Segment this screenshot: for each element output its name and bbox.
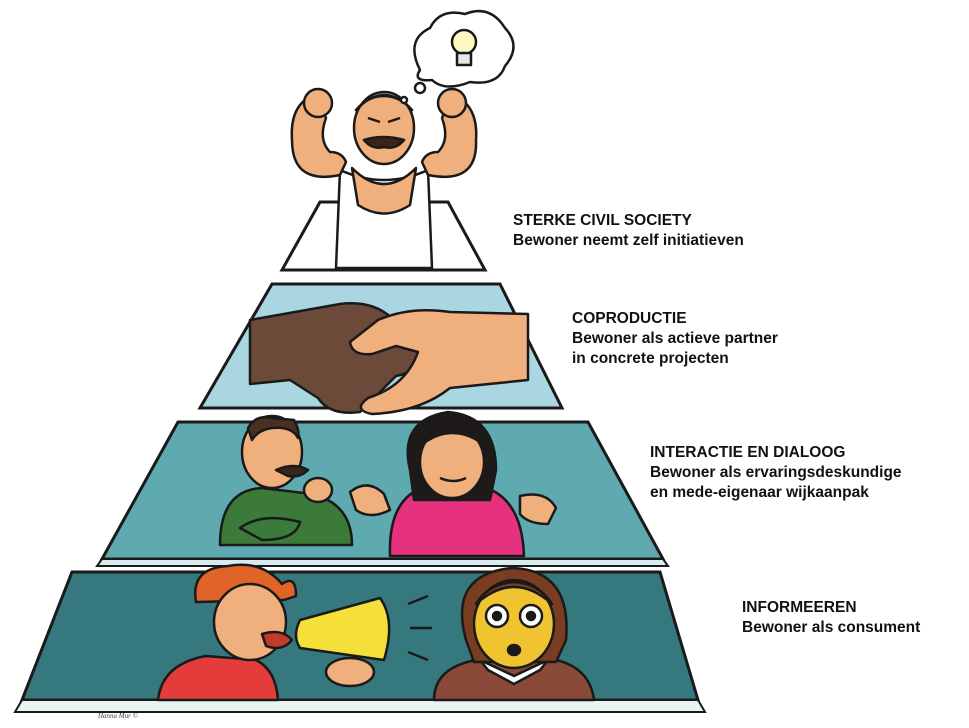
label-interactie-en-dialoog — [650, 443, 902, 503]
tier-title: INFORMEEREN — [742, 599, 857, 616]
tier-title: COPRODUCTIE — [572, 310, 687, 327]
tier-description: Bewoner neemt zelf initiatieven — [513, 232, 744, 249]
illustrator-credit: Hanna Mur © — [98, 712, 138, 720]
tier-description: en mede-eigenaar wijkaanpak — [650, 484, 869, 501]
tier-description: Bewoner als ervaringsdeskundige — [650, 464, 902, 481]
tier-description: in concrete projecten — [572, 350, 729, 367]
label-coproductie — [572, 309, 778, 369]
tier-title: STERKE CIVIL SOCIETY — [513, 212, 692, 229]
tier-description: Bewoner als consument — [742, 619, 921, 636]
label-sterke-civil-society — [513, 211, 744, 251]
label-informeeren — [742, 598, 920, 638]
tier-title: INTERACTIE EN DIALOOG — [650, 444, 846, 461]
tier-description: Bewoner als actieve partner — [572, 330, 778, 347]
